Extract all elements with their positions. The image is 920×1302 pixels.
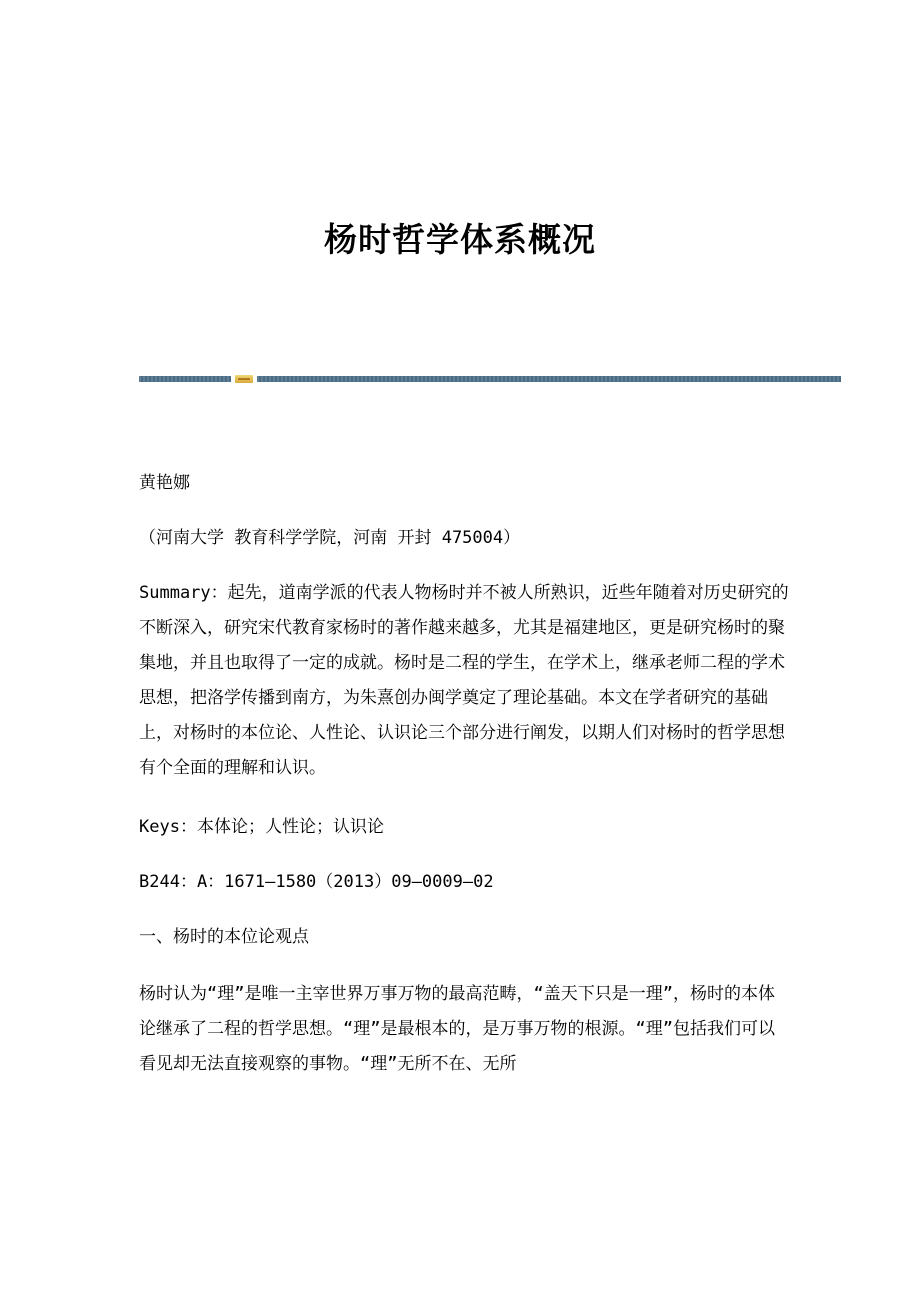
author-name: 黄艳娜 (139, 473, 190, 493)
section-body-paragraph: 杨时认为“理”是唯一主宰世界万事万物的最高范畴，“盖天下只是一理”，杨时的本体论继承了二程的哲学思想。“理”是最根本的，是万事万物的根源。“理”包括我们可以看见却无法直接观察的事物。“理”无所不在、无所 (139, 984, 775, 1074)
divider-bar-left (139, 376, 231, 382)
title-divider (139, 375, 841, 383)
divider-ornament-icon (235, 375, 253, 383)
document-body (139, 466, 789, 1106)
summary-paragraph: Summary：起先，道南学派的代表人物杨时并不被人所熟识，近些年随着对历史研究的不断深入，研究宋代教育家杨时的著作越来越多，尤其是福建地区，更是研究杨时的聚集地，并且也取得了一定的成就。杨时是二程的学生，在学术上，继承老师二程的学术思想，把洛学传播到南方，为朱熹创办闽学奠定了理论基础。本文在学者研究的基础上，对杨时的本位论、人性论、认识论三个部分进行阐发，以期人们对杨时的哲学思想有个全面的理解和认识。 (139, 583, 789, 778)
classification-line: B244：A：1671—1580（2013）09—0009—02 (139, 872, 494, 892)
divider-bar-right (257, 376, 841, 382)
keywords-line: Keys：本体论；人性论；认识论 (139, 817, 384, 837)
document-title: 杨时哲学体系概况 (324, 220, 596, 259)
section-heading: 一、杨时的本位论观点 (139, 927, 309, 947)
author-affiliation: （河南大学 教育科学学院，河南 开封 475004） (139, 528, 521, 548)
